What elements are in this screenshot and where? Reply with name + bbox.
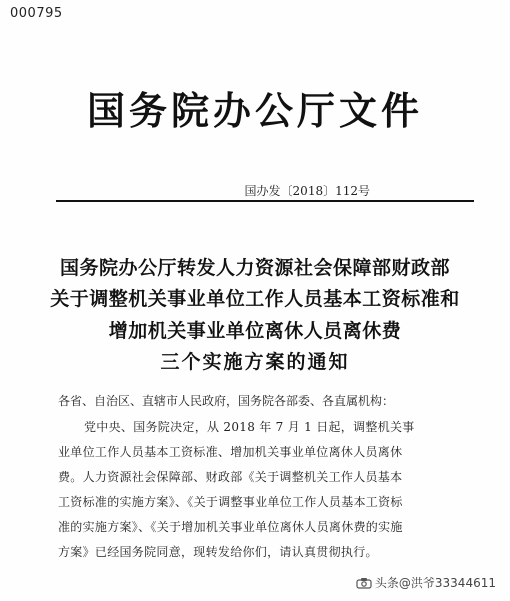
serial-number: 000795 bbox=[10, 6, 63, 21]
header-rule bbox=[56, 200, 474, 202]
watermark bbox=[356, 574, 496, 591]
body-line: 费。人力资源社会保障部、财政部《关于调整机关工作人员基本 bbox=[58, 470, 403, 484]
title-line-2: 关于调整机关事业单位工作人员基本工资标准和 bbox=[50, 288, 460, 310]
body-line: 党中央、国务院决定，从 2018 年 7 月 1 日起，调整机关事 bbox=[84, 420, 415, 434]
title-line-3: 增加机关事业单位离休人员离休费 bbox=[108, 320, 402, 342]
addressee-line: 各省、自治区、直辖市人民政府，国务院各部委、各直属机构： bbox=[58, 394, 395, 408]
watermark-text: 头条@洪爷33344611 bbox=[374, 576, 496, 590]
body-line: 准的实施方案》、《关于增加机关事业单位离休人员离休费的实施 bbox=[58, 520, 403, 534]
body-line: 业单位工作人员基本工资标准、增加机关事业单位离休人员离休 bbox=[58, 445, 403, 459]
title-line-1: 国务院办公厅转发人力资源社会保障部财政部 bbox=[59, 257, 450, 279]
document-number: 国办发〔2018〕112号 bbox=[244, 184, 370, 198]
title-line-4: 三个实施方案的通知 bbox=[160, 351, 350, 373]
body-line: 工资标准的实施方案》、《关于调整事业单位工作人员基本工资标 bbox=[58, 495, 403, 509]
camera-icon bbox=[356, 577, 372, 589]
body-line: 方案》已经国务院同意，现转发给你们，请认真贯彻执行。 bbox=[58, 545, 378, 559]
document-masthead: 国务院办公厅文件 bbox=[86, 88, 423, 133]
